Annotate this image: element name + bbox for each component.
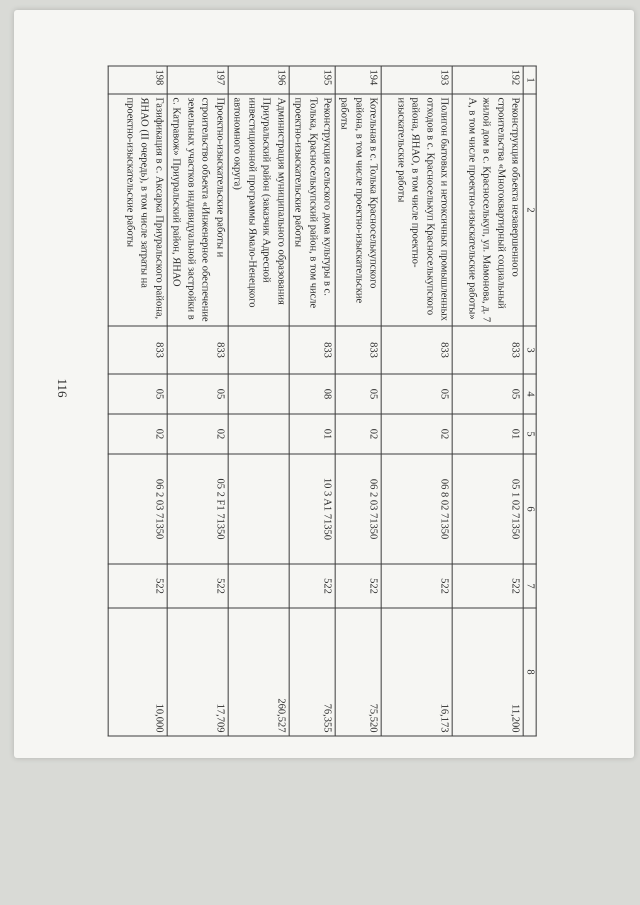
- budget-table: [107, 66, 536, 737]
- row-amount: 10,000: [108, 608, 167, 736]
- header-col-6: 6: [524, 454, 537, 564]
- row-col-7: 522: [382, 564, 453, 608]
- row-col-5: 02: [382, 414, 453, 454]
- row-amount: 75,520: [335, 608, 381, 736]
- row-col-7: 522: [108, 564, 167, 608]
- row-col-4: 05: [335, 374, 381, 414]
- table-row: [167, 66, 228, 736]
- table-row: [335, 66, 381, 736]
- row-col-4: 05: [382, 374, 453, 414]
- row-col-3: [228, 326, 289, 374]
- row-number: 196: [228, 66, 289, 94]
- row-name: Проектно-изыскательские работы и строительство объекта «Инженерное обеспечение земельных участков индивидуальной застройки в с. Катравож» Приуральский район, ЯНАО: [167, 94, 228, 326]
- row-col-7: 522: [453, 564, 524, 608]
- header-col-7: 7: [524, 564, 537, 608]
- row-col-3: 833: [382, 326, 453, 374]
- row-col-6: 06 2 03 71350: [335, 454, 381, 564]
- row-col-4: 05: [167, 374, 228, 414]
- row-name: Газификация в с. Аксарка Приуральского района, ЯНАО (II очередь), в том числе затраты на проектно-изыскательские работы: [108, 94, 167, 326]
- table-row: [108, 66, 167, 736]
- header-col-8: 8: [524, 608, 537, 736]
- row-col-3: 833: [335, 326, 381, 374]
- row-name: Реконструкция сельского дома культуры в с. Толька, Красноселькупский район, в том числе проектно-изыскательские работы: [289, 94, 335, 326]
- row-number: 198: [108, 66, 167, 94]
- table-row: [382, 66, 453, 736]
- row-amount: 17,709: [167, 608, 228, 736]
- row-col-6: 05 2 F1 71350: [167, 454, 228, 564]
- header-col-5: 5: [524, 414, 537, 454]
- row-number: 195: [289, 66, 335, 94]
- row-col-3: 833: [108, 326, 167, 374]
- row-amount: 11,200: [453, 608, 524, 736]
- row-name: Полигон бытовых и нетоксичных промышленных отходов в с. Красноселькуп Красноселькупского района, ЯНАО, в том числе проектно-изыскательские работы: [382, 94, 453, 326]
- row-amount: 260,527: [228, 608, 289, 736]
- header-col-3: 3: [524, 326, 537, 374]
- table-row: [228, 66, 289, 736]
- page-number: 116: [55, 378, 70, 398]
- row-col-5: 01: [453, 414, 524, 454]
- row-name: Котельная в с. Толька Красноселькупского района, в том числе проектно-изыскательские работы: [335, 94, 381, 326]
- row-col-7: [228, 564, 289, 608]
- row-col-5: 01: [289, 414, 335, 454]
- row-col-4: [228, 374, 289, 414]
- document-sheet: [14, 10, 634, 758]
- row-col-3: 833: [453, 326, 524, 374]
- row-amount: 76,355: [289, 608, 335, 736]
- row-col-4: 05: [453, 374, 524, 414]
- row-col-4: 08: [289, 374, 335, 414]
- table-row: [453, 66, 524, 736]
- header-col-1: 1: [524, 66, 537, 94]
- row-col-5: 02: [167, 414, 228, 454]
- row-col-5: 02: [335, 414, 381, 454]
- row-col-3: 833: [167, 326, 228, 374]
- row-name: Администрация муниципального образования Приуральский район (заказчик Адресной инвестиционной программы Ямало-Ненецкого автономного округа): [228, 94, 289, 326]
- row-col-7: 522: [289, 564, 335, 608]
- row-col-6: [228, 454, 289, 564]
- row-col-6: 06 8 02 71350: [382, 454, 453, 564]
- row-number: 192: [453, 66, 524, 94]
- row-col-7: 522: [335, 564, 381, 608]
- table-row: [289, 66, 335, 736]
- row-col-7: 522: [167, 564, 228, 608]
- row-col-6: 10 3 A1 71350: [289, 454, 335, 564]
- row-number: 193: [382, 66, 453, 94]
- header-col-2: 2: [524, 94, 537, 326]
- row-col-6: 05 1 02 71350: [453, 454, 524, 564]
- row-col-6: 06 2 03 71350: [108, 454, 167, 564]
- row-amount: 16,173: [382, 608, 453, 736]
- row-number: 197: [167, 66, 228, 94]
- header-col-4: 4: [524, 374, 537, 414]
- row-name: Реконструкция объекта незавершенного строительства «Многоквартирный социальный жилой дом в с. Красноселькуп, ул. Мамонова, д. 7 А, в том числе проектно-изыскательские работы»: [453, 94, 524, 326]
- row-col-5: [228, 414, 289, 454]
- table-container: [122, 66, 536, 736]
- row-col-5: 02: [108, 414, 167, 454]
- header-row: [524, 66, 537, 736]
- row-col-3: 833: [289, 326, 335, 374]
- row-number: 194: [335, 66, 381, 94]
- row-col-4: 05: [108, 374, 167, 414]
